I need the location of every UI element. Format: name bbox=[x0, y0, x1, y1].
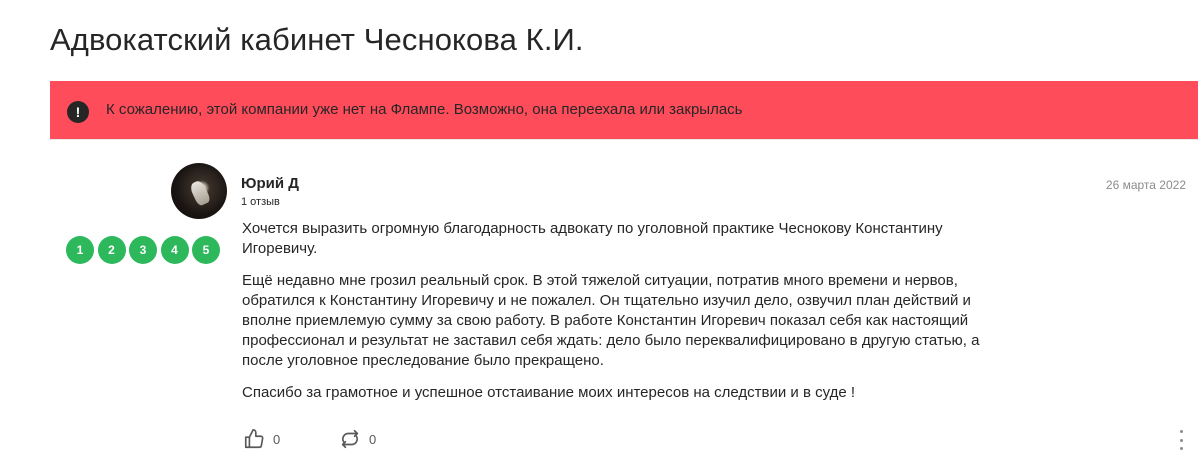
alert-message: К сожалению, этой компании уже нет на Флампе. Возможно, она переехала или закрылась bbox=[106, 101, 743, 118]
more-options-button[interactable] bbox=[1174, 430, 1188, 450]
rating-stars bbox=[66, 236, 224, 264]
more-dot bbox=[1180, 430, 1183, 433]
avatar[interactable] bbox=[171, 163, 227, 219]
page-title: Адвокатский кабинет Чеснокова К.И. bbox=[50, 22, 584, 57]
author-review-count: 1 отзыв bbox=[241, 196, 280, 208]
more-dot bbox=[1180, 439, 1183, 442]
repost-count: 0 bbox=[369, 431, 377, 447]
review-paragraph: Ещё недавно мне грозил реальный срок. В этой тяжелой ситуации, потратив много времени и нервов, обратился к Константину Игоревичу и не пожалел. Он тщательно изучил дело, озвучил план действий и вполне приемлемую сумму за свою работу. В работе Константин Игоревич показал себя как настоящий профессионал и результат не заставил себя ждать: дело было переквалифицировано в другую статью, а после уголовное преследование было прекращено. bbox=[242, 272, 980, 369]
rating-star-5: 5 bbox=[192, 236, 220, 264]
exclamation-icon: ! bbox=[67, 101, 89, 123]
divider bbox=[50, 139, 1198, 140]
author-name[interactable]: Юрий Д bbox=[241, 175, 299, 192]
rating-star-4: 4 bbox=[161, 236, 189, 264]
more-dot bbox=[1180, 447, 1183, 450]
like-button[interactable] bbox=[243, 428, 280, 450]
rating-star-2: 2 bbox=[98, 236, 126, 264]
company-closed-alert bbox=[50, 81, 1198, 139]
review-date: 26 марта 2022 bbox=[1105, 178, 1186, 192]
repost-button[interactable] bbox=[339, 428, 376, 450]
repost-icon bbox=[339, 428, 361, 450]
like-count: 0 bbox=[273, 431, 281, 447]
rating-star-3: 3 bbox=[129, 236, 157, 264]
thumbs-up-icon bbox=[243, 428, 265, 450]
rating-star-1: 1 bbox=[66, 236, 94, 264]
review-paragraph: Спасибо за грамотное и успешное отстаивание моих интересов на следствии и в суде ! bbox=[242, 384, 856, 401]
review-paragraph: Хочется выразить огромную благодарность адвокату по уголовной практике Чеснокову Константину Игоревичу. bbox=[242, 220, 943, 257]
review-actions bbox=[243, 428, 1188, 452]
review-text bbox=[242, 219, 1022, 415]
